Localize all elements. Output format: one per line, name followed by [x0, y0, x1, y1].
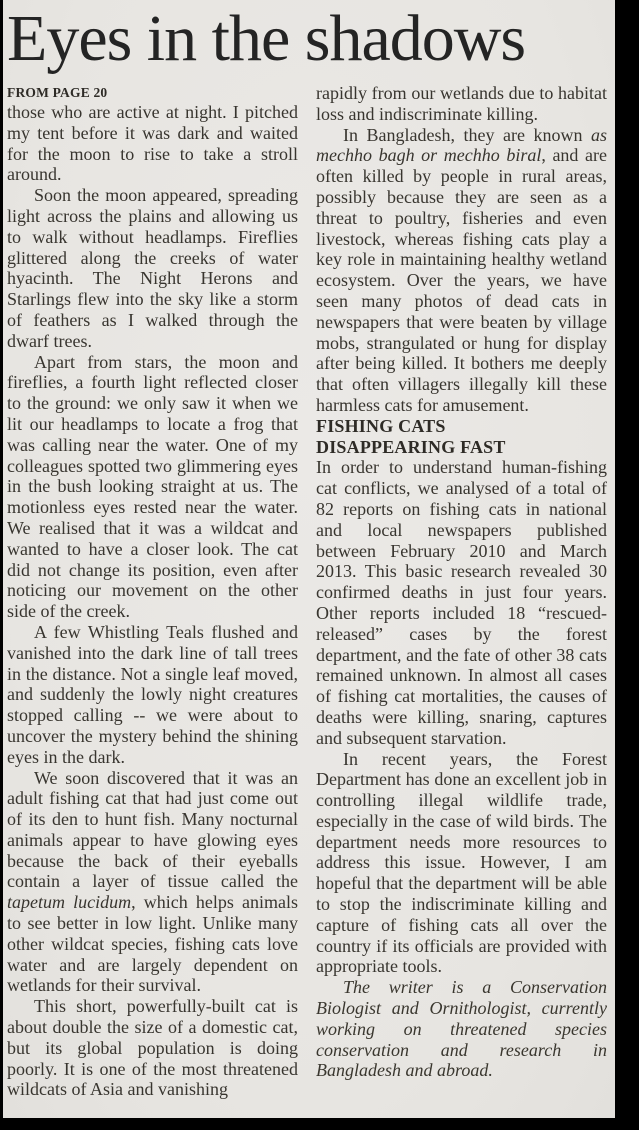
- italic-text-run: The writer is a Conservation Biologist and Ornithologist, currently working on threatened species conservation and research in Bangladesh and abroad.: [316, 977, 607, 1081]
- section-subhead: [316, 416, 607, 437]
- text-run: We soon discovered that it was an adult fishing cat that had just come out of its den to hunt fish. Many nocturnal animals appear to have glowing eyes because the back of their eyeballs contain a layer of tissue called the: [7, 767, 298, 892]
- article-paragraph: [7, 622, 298, 768]
- text-run: rapidly from our wetlands due to habitat loss and indiscriminate killing.: [316, 83, 607, 124]
- text-run: In Bangladesh, they are known: [343, 124, 591, 145]
- article-columns: [7, 83, 607, 1100]
- article-paragraph: [316, 125, 607, 416]
- article-title: Eyes in the shadows: [7, 2, 526, 75]
- article-paragraph: [7, 768, 298, 997]
- text-run: In order to understand human-fishing cat conflicts, we analysed of a total of 82 reports on fishing cats in national and local newspapers published between February 2010 and March 2013. This basic research revealed 30 confirmed deaths in just four years. Other reports included 18 “rescued-released” cases by the forest department, and the fate of other 38 cats remained unknown. In almost all cases of fishing cat mortalities, the causes of deaths were killing, snaring, captures and subsequent starvation.: [316, 457, 607, 748]
- article-paragraph: [316, 749, 607, 978]
- left-column-text: [7, 102, 298, 1100]
- article-paragraph: [7, 352, 298, 622]
- article-column-right: [316, 83, 607, 1100]
- article-paragraph: [7, 996, 298, 1100]
- writer-byline: [316, 977, 607, 1081]
- newsprint-paper: [3, 0, 615, 1118]
- right-column-text: [316, 83, 607, 1081]
- italic-text-run: as mechho bagh or mechho biral: [316, 124, 607, 166]
- text-run: In recent years, the Forest Department has done an excellent job in controlling illegal wildlife trade, especially in the case of wild birds. The department needs more resources to address this issue. However, I am hopeful that the department will be able to stop the indiscriminate killing and capture of fishing cats all over the country if its officials are provided with appropriate tools.: [316, 748, 607, 977]
- text-run: Apart from stars, the moon and fireflies, a fourth light reflected closer to the ground: we only saw it when we lit our headlamps to locate a frog that was calling near the water. One of my colleagues spotted two glimmering eyes in the bush looking straight at us. The motionless eyes rested near the water. We realised that it was a wildcat and wanted to have a closer look. The cat did not change its position, even after noticing our movement on the other side of the creek.: [7, 351, 298, 622]
- article-paragraph: [316, 83, 607, 125]
- article-paragraph: [316, 457, 607, 748]
- text-run: , which helps animals to see better in low light. Unlike many other wildcat species, fishing cats love water and are largely dependent on wetlands for their survival.: [7, 892, 298, 996]
- article-paragraph: [7, 102, 298, 185]
- text-run: those who are active at night. I pitched my tent before it was dark and waited for the moon to rise to take a stroll around.: [7, 102, 298, 185]
- article-paragraph: [7, 185, 298, 351]
- from-page-kicker: FROM PAGE 20: [7, 85, 108, 100]
- italic-text-run: tapetum lucidum: [7, 892, 132, 913]
- text-run: Soon the moon appeared, spreading light across the plains and allowing us to walk without headlamps. Fireflies glittered along the creeks of water hyacinth. The Night Herons and Starlings flew into the sky like a storm of feathers as I walked through the dwarf trees.: [7, 185, 298, 351]
- text-run: DISAPPEARING FAST: [316, 436, 506, 457]
- text-run: , and are often killed by people in rural areas, possibly because they are seen as a threat to poultry, fisheries and even livestock, whereas fishing cats play a key role in maintaining healthy wetland ecosystem. Over the years, we have seen many photos of dead cats in newspapers that were beaten by village mobs, strangulated or hung for display after being killed. It bothers me deeply that often villagers illegally kill these harmless cats for amusement.: [316, 145, 607, 415]
- text-run: A few Whistling Teals flushed and vanished into the dark line of tall trees in the distance. Not a single leaf moved, and suddenly the lowly night creatures stopped calling -- we were about to uncover the mystery behind the shining eyes in the dark.: [7, 621, 298, 767]
- text-run: FISHING CATS: [316, 415, 446, 436]
- text-run: This short, powerfully-built cat is about double the size of a domestic cat, but its global population is doing poorly. It is one of the most threatened wildcats of Asia and vanishing: [7, 996, 298, 1100]
- section-subhead: [316, 437, 607, 458]
- article-column-left: [7, 83, 298, 1100]
